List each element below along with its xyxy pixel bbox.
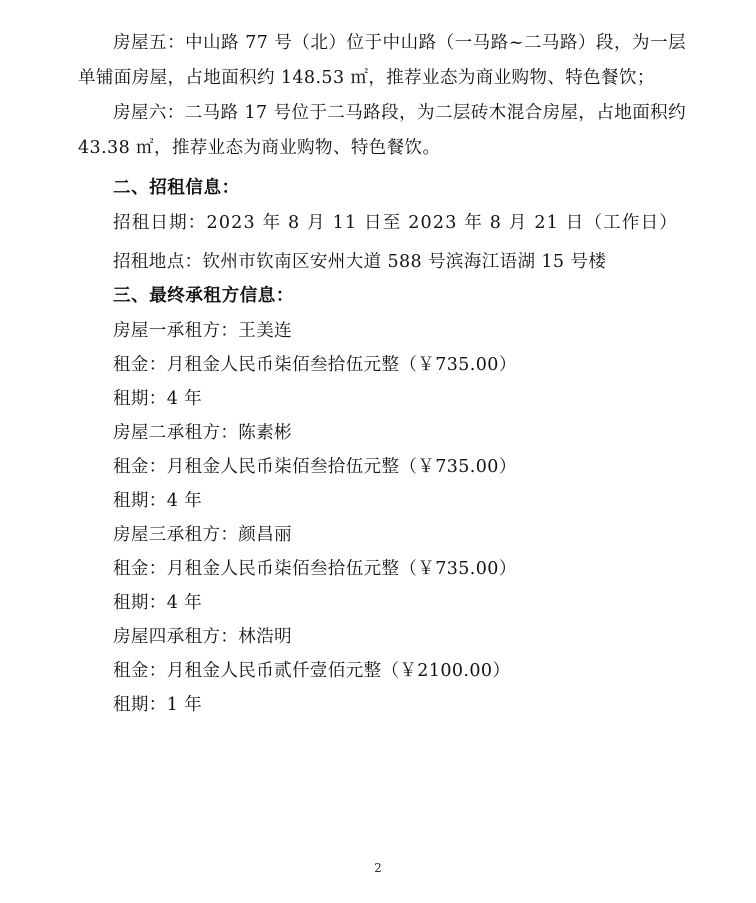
tenant-one-term: 租期：4 年 bbox=[113, 389, 203, 409]
lease-date-line: 招租日期：2023 年 8 月 11 日至 2023 年 8 月 21 日（工作日） bbox=[113, 213, 678, 233]
tenant-four-rent: 租金：月租金人民币贰仟壹佰元整（￥2100.00） bbox=[113, 661, 511, 681]
tenant-one-name: 房屋一承租方：王美连 bbox=[113, 321, 292, 341]
tenant-three-rent: 租金：月租金人民币柒佰叁拾伍元整（￥735.00） bbox=[113, 559, 517, 579]
page-number: 2 bbox=[374, 861, 382, 875]
tenant-three-term: 租期：4 年 bbox=[113, 593, 203, 613]
tenant-four-name: 房屋四承租方：林浩明 bbox=[113, 627, 292, 647]
tenant-three-name: 房屋三承租方：颜昌丽 bbox=[113, 525, 292, 545]
tenant-two-rent: 租金：月租金人民币柒佰叁拾伍元整（￥735.00） bbox=[113, 457, 517, 477]
tenant-four-term: 租期：1 年 bbox=[113, 695, 203, 715]
paragraph-house-five: 房屋五：中山路 77 号（北）位于中山路（一马路~二马路）段，为一层单铺面房屋，占地面积约 148.53 ㎡，推荐业态为商业购物、特色餐饮； bbox=[78, 33, 686, 88]
tenant-two-name: 房屋二承租方：陈素彬 bbox=[113, 423, 292, 443]
paragraph-house-six: 房屋六：二马路 17 号位于二马路段，为二层砖木混合房屋，占地面积约 43.38 ㎡，推荐业态为商业购物、特色餐饮。 bbox=[78, 103, 686, 158]
lease-place-line: 招租地点：钦州市钦南区安州大道 588 号滨海江语湖 15 号楼 bbox=[113, 252, 607, 272]
section-two-heading: 二、招租信息： bbox=[113, 178, 240, 198]
tenant-two-term: 租期：4 年 bbox=[113, 491, 203, 511]
tenant-one-rent: 租金：月租金人民币柒佰叁拾伍元整（￥735.00） bbox=[113, 355, 517, 375]
section-three-heading: 三、最终承租方信息： bbox=[113, 286, 294, 306]
